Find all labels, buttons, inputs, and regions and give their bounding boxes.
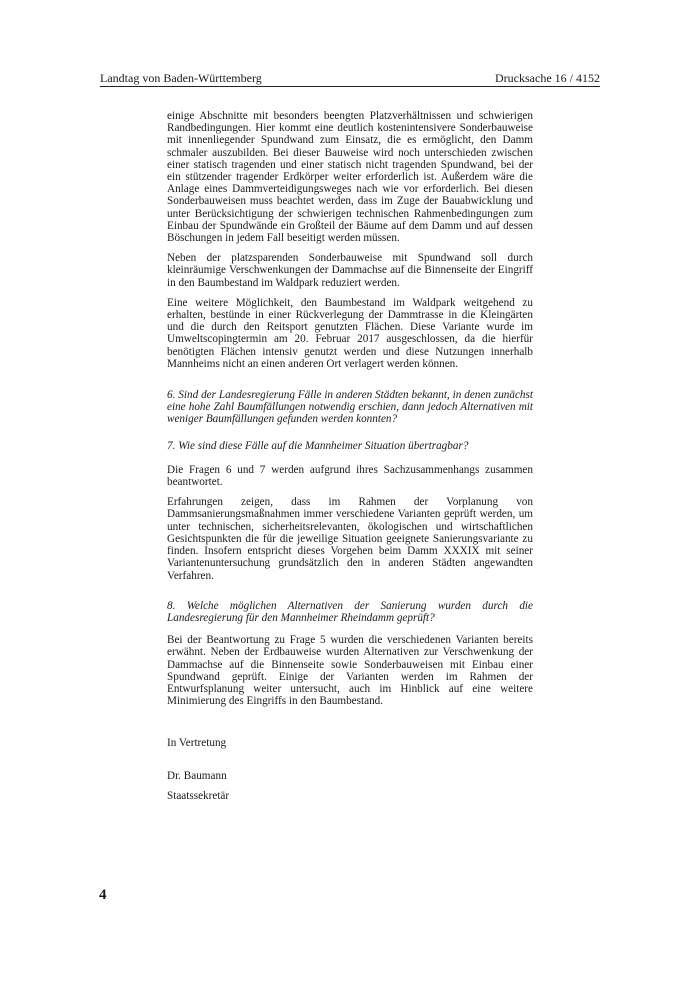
paragraph-3: Eine weitere Möglichkeit, den Baumbestand im Waldpark weitgehend zu erhalten, bestünde in einer Rückverlegung der Dammtrasse in die Kleingärten und die durch den Reitsport genutzten Flächen. Diese Variante wurde im Umweltscopingtermin am 20. Februar 2017 ausgeschlossen, da die hierfür benötigten Flächen intensiv genutzt werden und diese Nutzungen innerhalb Mannheims nicht an einen anderen Ort verlagert werden können. [167,296,533,370]
question-6: 6. Sind der Landesregierung Fälle in anderen Städten bekannt, in denen zunächst eine hohe Zahl Baumfällungen notwendig erschien, dann jedoch Alternativen mit weniger Baumfällungen gefunden werden konnten? [167,389,533,426]
header-left: Landtag von Baden-Württemberg [100,71,262,85]
closing-in-vertretung: In Vertretung [167,737,227,750]
paragraph-2: Neben der platzsparenden Sonderbauweise mit Spundwand soll durch kleinräumige Verschwenkungen der Dammachse auf die Binnenseite der Eingriff in den Baumbestand im Waldpark reduziert werden. [167,252,533,289]
signatory-name: Dr. Baumann [167,769,227,782]
answer-8: Bei der Beantwortung zu Frage 5 wurden die verschiedenen Varianten bereits erwähnt. Neben der Erdbauweise wurden Alternativen zur Verschwenkung der Dammachse auf die Binnenseite sowie Sonderbauweisen mit Einbau einer Spundwand geprüft. Einige der Varianten werden im Rahmen der Entwurfsplanung weiter untersucht, auch im Hinblick auf eine weitere Minimierung des Eingriffs in den Baumbestand. [167,634,533,708]
question-7: 7. Wie sind diese Fälle auf die Mannheimer Situation übertragbar? [167,439,469,452]
signatory-title: Staatssekretär [167,789,230,802]
page-header [100,71,600,87]
document-body [167,110,533,802]
header-rule [100,86,600,87]
answer-6-7-paragraph-1: Die Fragen 6 und 7 werden aufgrund ihres Sachzusammenhangs zusammen beantwortet. [167,463,533,489]
header-right: Drucksache 16 / 4152 [495,71,600,85]
paragraph-1: einige Abschnitte mit besonders beengten Platzverhältnissen und schwierigen Randbedingungen. Hier kommt eine deutlich kostenintensivere Sonderbauweise mit innenliegender Spundwand zum Einsatz, die es ermöglicht, den Damm schmaler auszubilden. Bei dieser Bauweise wird noch unterschieden zwischen einer statisch tragenden und einer statisch nicht tragenden Spundwand, bei der ein stützender tragender Erdkörper weiter erforderlich ist. Außerdem wäre die Anlage eines Dammverteidigungsweges nach wie vor erforderlich. Bei diesen Sonderbauweisen muss beachtet werden, dass im Zuge der Bauabwicklung und unter Berücksichtigung der schwierigen technischen Rahmenbedingungen zum Einbau der Spundwände ein Großteil der Bäume auf dem Damm und auf dessen Böschungen in jedem Fall beseitigt werden müssen. [167,110,533,245]
answer-6-7-paragraph-2: Erfahrungen zeigen, dass im Rahmen der Vorplanung von Dammsanierungsmaßnahmen immer verschiedene Varianten geprüft werden, um unter technischen, sicherheitsrelevanten, ökologischen und wirtschaftlichen Gesichtspunkten die für die jeweilige Situation geeignete Sanierungsvariante zu finden. Insofern entspricht dieses Vorgehen beim Damm XXXIX mit seiner Variantenuntersuchung grundsätzlich den in anderen Städten angewandten Verfahren. [167,496,533,582]
question-8: 8. Welche möglichen Alternativen der Sanierung wurden durch die Landesregierung für den Mannheimer Rheindamm geprüft? [167,599,533,624]
page-number: 4 [99,887,107,903]
